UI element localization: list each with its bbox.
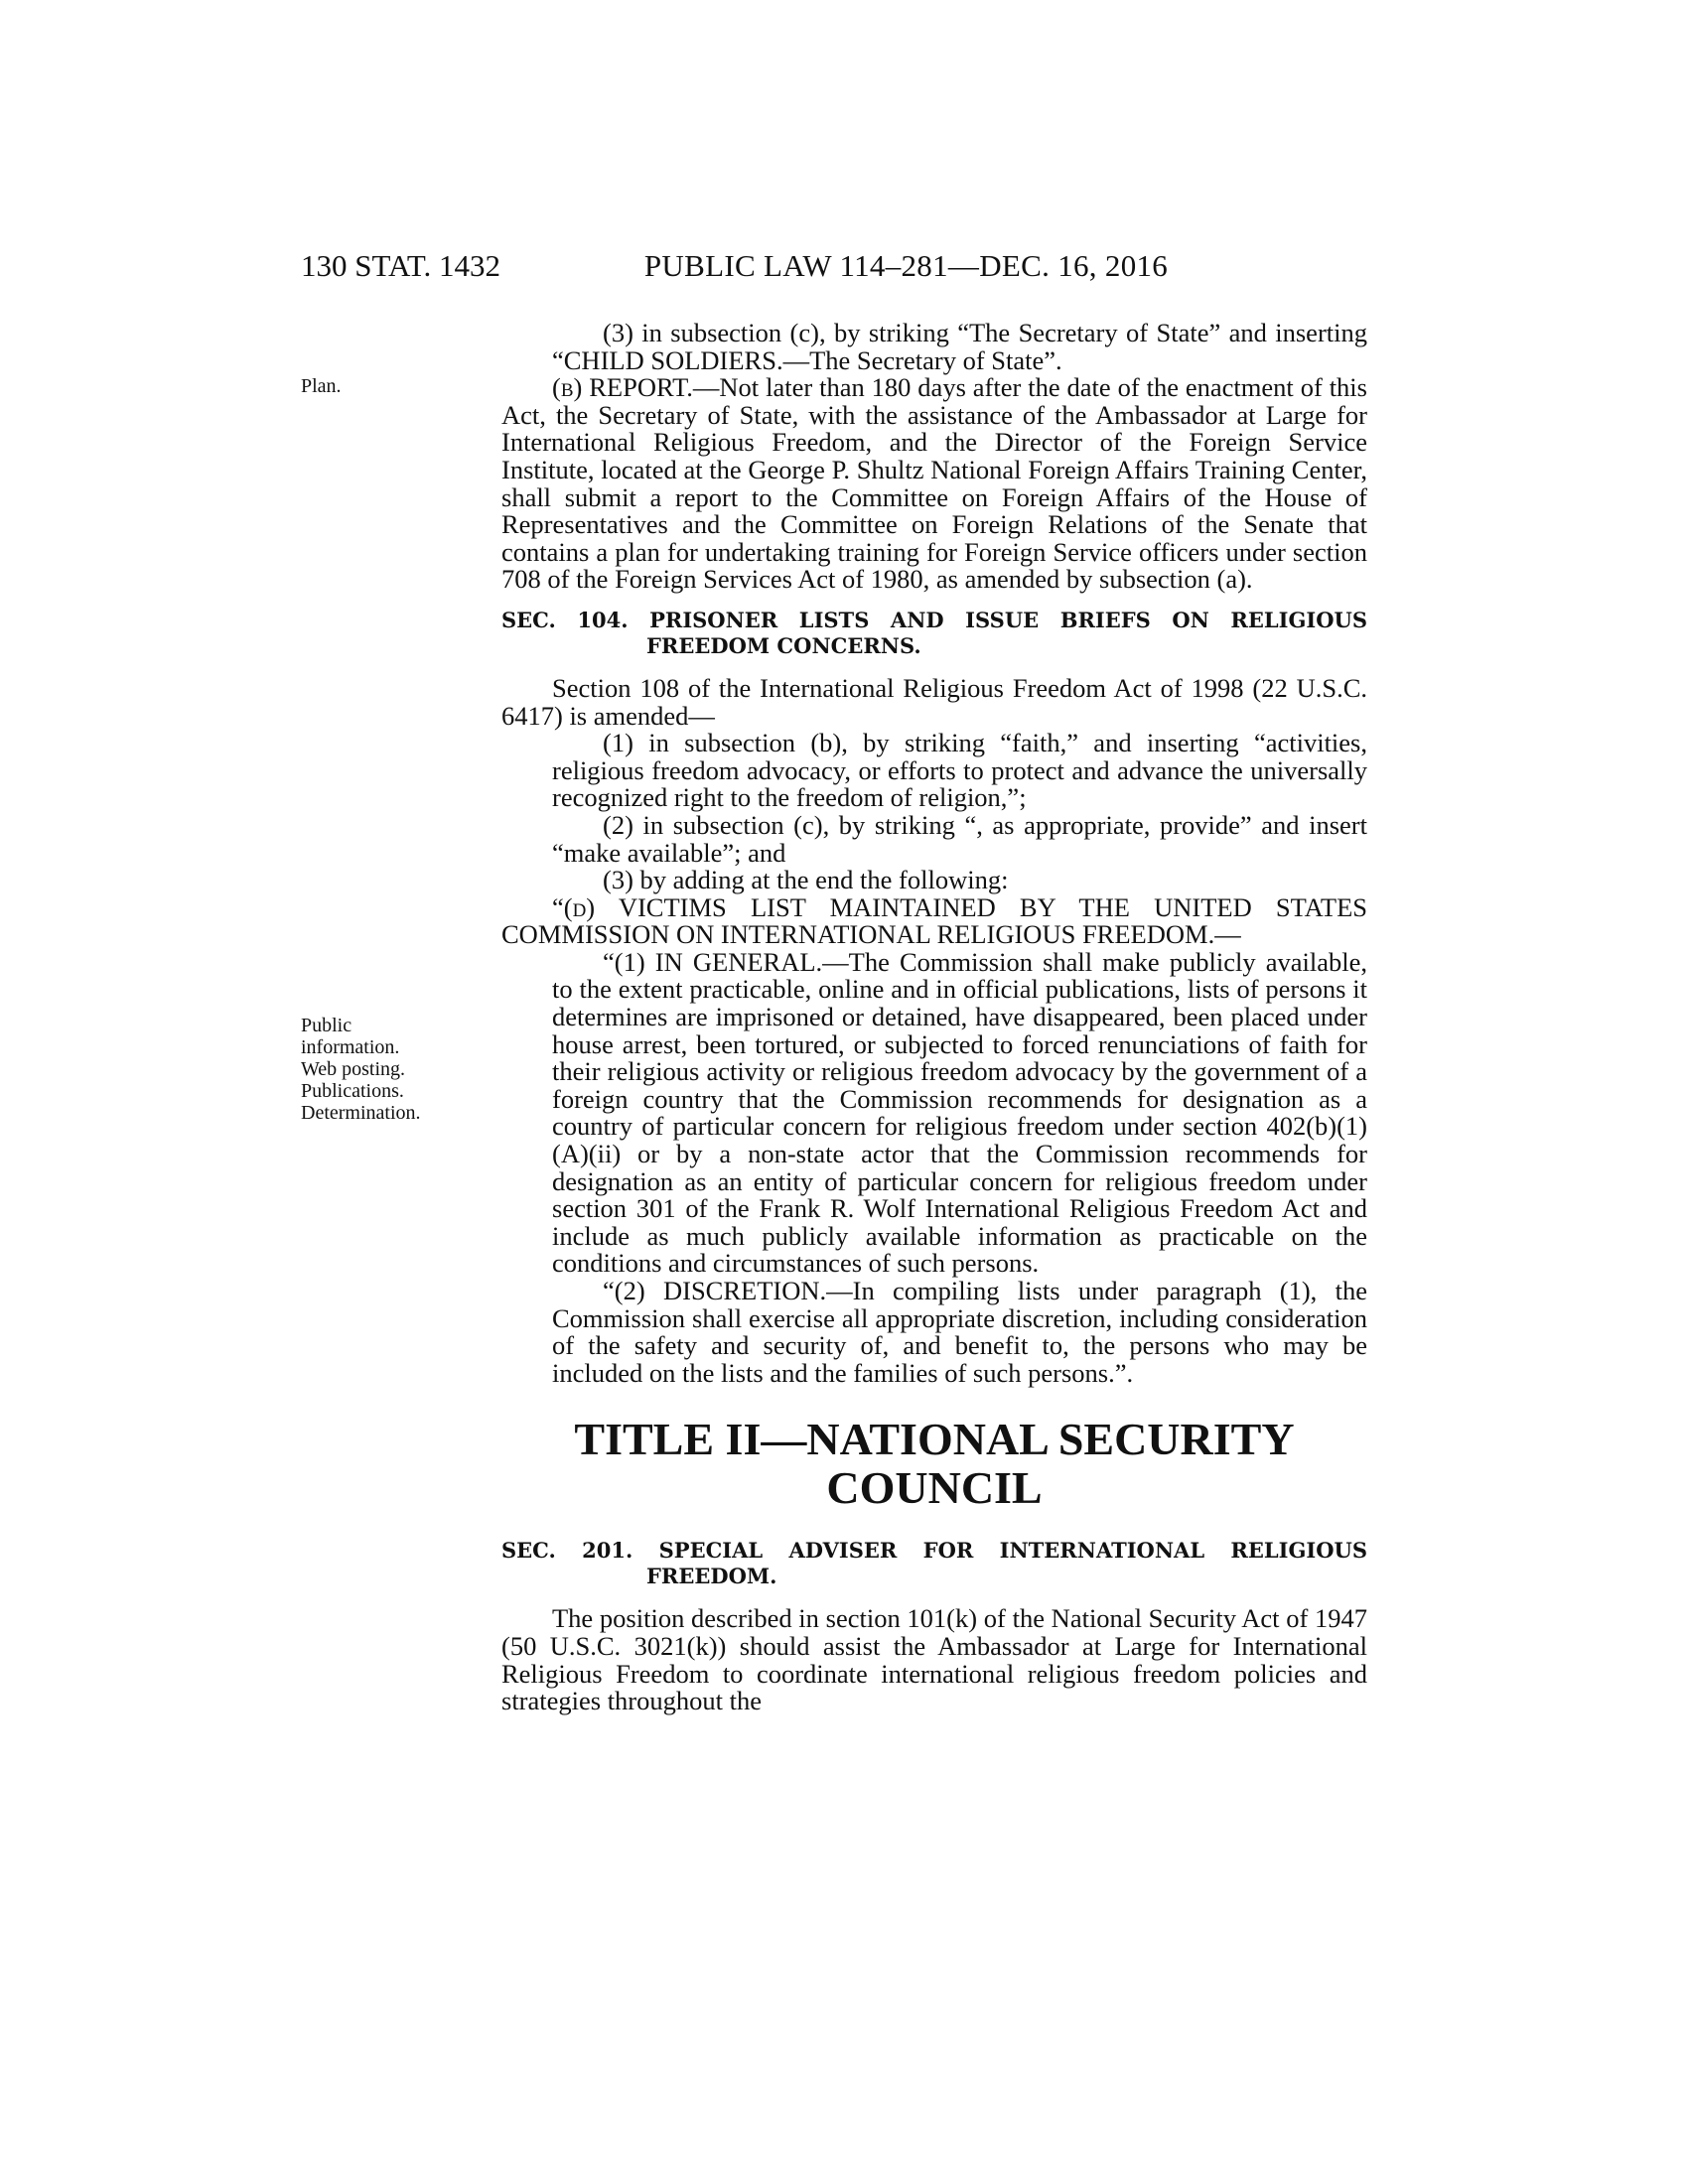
paragraph-item-1: (1) in subsection (b), by striking “faith,” and inserting “activities, religious freedom advocacy, or efforts to protect and advance the universally recognized right to the freedom of religion,”; [552, 728, 1367, 813]
in-general-text: —The Commission shall make publicly available, to the extent practicable, online and in official publications, lists of persons it determines are imprisoned or detained, have disappeared, been placed under house arrest, been tortured, or subjected to forced renunciations of faith for their religious activity or religious freedom advocacy by the government of a foreign country that the Commission recommends for designation as a country of particular concern for religious freedom under section 402(b)(1)(A)(ii) or by a non-state actor that the Commission recommends for designation as an entity of particular concern for religious freedom under section 301 of the Frank R. Wolf International Religious Freedom Act and include as much publicly available information as practicable on the conditions and circumstances of such persons. [552, 946, 1367, 1279]
paragraph-in-general [501, 946, 1367, 1279]
paragraph-victims-list-heading [501, 891, 1367, 950]
page-reference: 130 STAT. 1432 [301, 248, 501, 283]
paragraph-item-3: (3) by adding at the end the following: [603, 865, 1009, 895]
in-general-heading: “(1) IN GENERAL. [603, 946, 823, 977]
paragraph-subsection-3: (3) in subsection (c), by striking “The Secretary of State” and inserting “CHILD SOLDIERS.—The Secretary of State”. [552, 318, 1367, 375]
paragraph-report [501, 374, 1367, 594]
margin-note-line: Public [301, 1015, 352, 1036]
report-text: —Not later than 180 days after the date of the enactment of this Act, the Secretary of State, with the assistance of the Ambassador at Large for International Religious Freedom, and the Director of the Foreign Service Institute, located at the George P. Shultz National Foreign Affairs Training Center, shall submit a report to the Committee on Foreign Affairs of the House of Representatives and the Committee on Foreign Relations of the Senate that contains a plan for undertaking training for Foreign Service officers under section 708 of the Foreign Services Act of 1980, as amended by subsection (a). [501, 372, 1367, 595]
report-heading: (b) REPORT. [552, 372, 693, 403]
margin-note-line: Determination. [301, 1102, 421, 1124]
section-201-heading: SEC. 201. SPECIAL ADVISER FOR INTERNATIONAL RELIGIOUS FREEDOM. [501, 1538, 1367, 1589]
title-ii-heading [501, 1415, 1367, 1512]
paragraph-discretion [501, 1278, 1367, 1387]
paragraph-section-108: Section 108 of the International Religious Freedom Act of 1998 (22 U.S.C. 6417) is amended— [501, 672, 1367, 731]
margin-note-line: Publications. [301, 1080, 404, 1102]
paragraph-special-adviser: The position described in section 101(k) of the National Security Act of 1947 (50 U.S.C. 3021(k)) should assist the Ambassador at Large for International Religious Freedom to coordinate international religious freedom policies and strategies throughout the [501, 1603, 1367, 1716]
victims-list-label: “(d) VICTIMS LIST MAINTAINED BY THE UNITED STATES COMMISSION ON INTERNATIONAL RELIGIOUS FREEDOM. [501, 891, 1367, 950]
discretion-text: —In compiling lists under paragraph (1), the Commission shall exercise all appropriate discretion, including consideration of the safety and security of, and benefit to, the persons who may be included on the lists and the families of such persons.”. [552, 1276, 1368, 1388]
title-ii-line-2: COUNCIL [826, 1462, 1043, 1514]
margin-note-plan: Plan. [301, 375, 342, 397]
victims-list-dash: — [1214, 919, 1241, 950]
margin-note-line: Web posting. [301, 1058, 406, 1080]
margin-note-line: information. [301, 1036, 400, 1058]
discretion-heading: “(2) DISCRETION. [603, 1276, 827, 1305]
margin-note-public-information [301, 1015, 460, 1124]
document-body [501, 320, 1367, 1715]
public-law-header: PUBLIC LAW 114–281—DEC. 16, 2016 [643, 248, 1169, 283]
section-104-heading: SEC. 104. PRISONER LISTS AND ISSUE BRIEFS ON RELIGIOUS FREEDOM CONCERNS. [501, 607, 1367, 658]
paragraph-item-2: (2) in subsection (c), by striking “, as appropriate, provide” and insert “make available”; and [552, 809, 1367, 868]
title-ii-line-1: TITLE II—NATIONAL SECURITY [574, 1414, 1295, 1465]
